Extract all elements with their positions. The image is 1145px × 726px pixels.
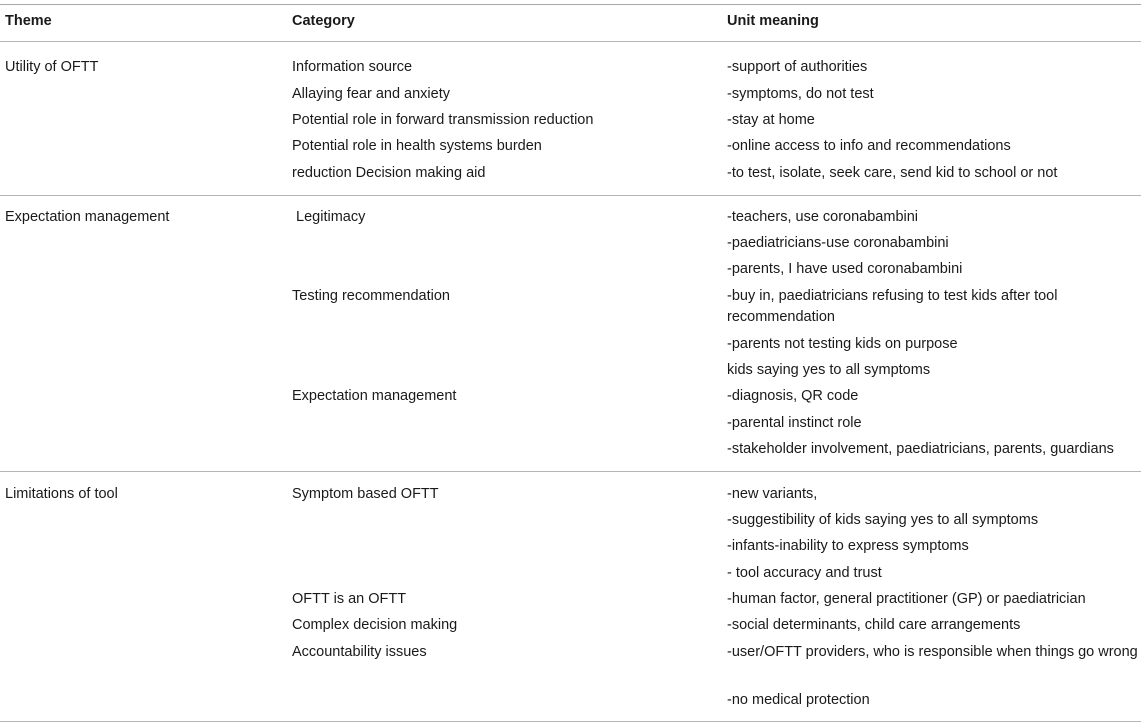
header-unit-meaning: Unit meaning [727, 13, 819, 29]
category-cell: Allaying fear and anxiety [292, 86, 450, 102]
header-category: Category [292, 13, 355, 29]
unit-cell: -paediatricians-use coronabambini [727, 235, 949, 251]
unit-cell: -parents, I have used coronabambini [727, 261, 963, 277]
category-cell: Testing recommendation [292, 288, 450, 304]
unit-cell: -human factor, general practitioner (GP) or paediatrician [727, 591, 1086, 607]
category-cell: Expectation management [292, 388, 457, 404]
unit-cell: -parents not testing kids on purpose [727, 336, 958, 352]
unit-cell: -stay at home [727, 112, 815, 128]
theme-cell: Utility of OFTT [5, 59, 99, 75]
unit-cell: -to test, isolate, seek care, send kid to school or not [727, 165, 1058, 181]
table-bottom-rule [0, 721, 1141, 722]
unit-cell: -parental instinct role [727, 415, 862, 431]
category-cell: Symptom based OFTT [292, 486, 439, 502]
category-cell: reduction Decision making aid [292, 165, 486, 181]
unit-cell: -support of authorities [727, 59, 868, 75]
unit-cell: -online access to info and recommendations [727, 138, 1011, 154]
category-cell: Accountability issues [292, 644, 427, 660]
theme-cell: Expectation management [5, 209, 170, 225]
category-cell: Information source [292, 59, 413, 75]
unit-cell: -no medical protection [727, 692, 870, 708]
theme-cell: Limitations of tool [5, 486, 118, 502]
category-cell: OFTT is an OFTT [292, 591, 407, 607]
section-rule [0, 471, 1141, 472]
unit-cell: kids saying yes to all symptoms [727, 362, 931, 378]
category-cell: Legitimacy [292, 209, 366, 225]
category-cell: Complex decision making [292, 617, 458, 633]
section-rule [0, 195, 1141, 196]
unit-cell: -user/OFTT providers, who is responsible when things go wrong [727, 644, 1138, 660]
unit-cell: - tool accuracy and trust [727, 565, 882, 581]
header-theme: Theme [5, 13, 52, 29]
unit-cell: -suggestibility of kids saying yes to all symptoms [727, 512, 1039, 528]
unit-cell: -teachers, use coronabambini [727, 209, 919, 225]
unit-cell: -diagnosis, QR code [727, 388, 859, 404]
unit-cell: -stakeholder involvement, paediatricians, parents, guardians [727, 441, 1114, 457]
category-cell: Potential role in forward transmission reduction [292, 112, 594, 128]
table-top-rule [0, 4, 1141, 5]
unit-cell: -infants-inability to express symptoms [727, 538, 969, 554]
unit-cell: -new variants, [727, 486, 818, 502]
unit-cell: -social determinants, child care arrangements [727, 617, 1021, 633]
unit-cell: -buy in, paediatricians refusing to test kids after tool recommendation [727, 288, 1058, 325]
header-rule [0, 41, 1141, 42]
unit-cell: -symptoms, do not test [727, 86, 874, 102]
category-cell: Potential role in health systems burden [292, 138, 542, 154]
